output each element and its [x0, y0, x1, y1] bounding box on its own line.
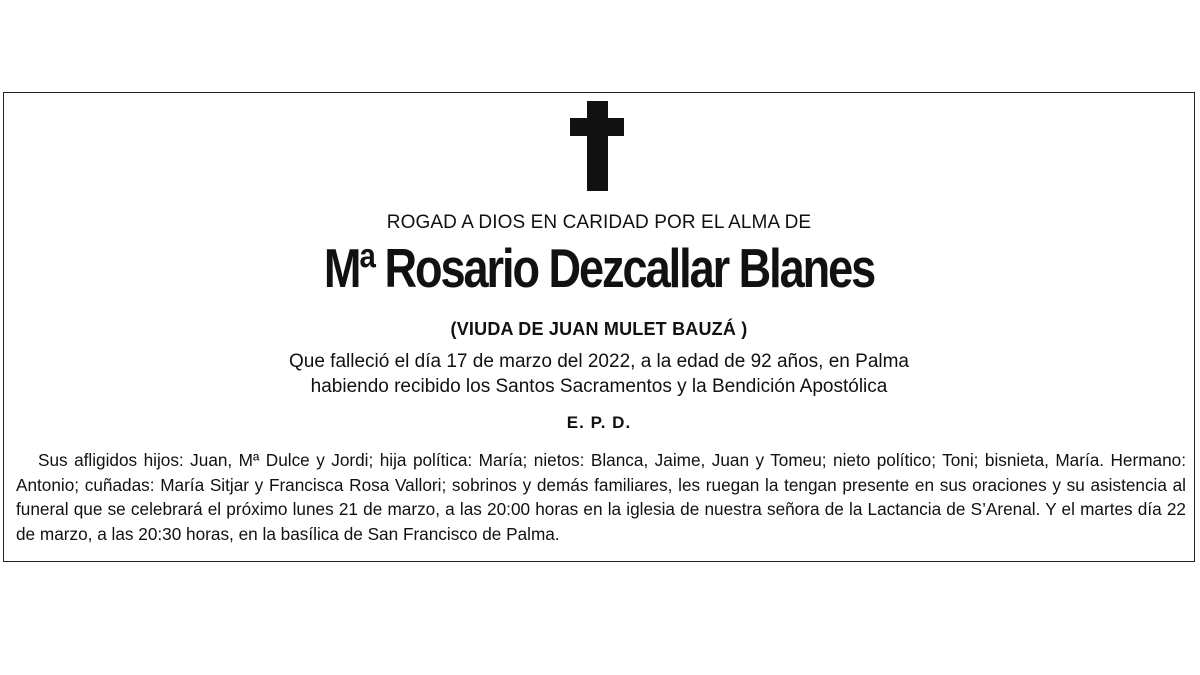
prayer-line: ROGAD A DIOS EN CARIDAD POR EL ALMA DE: [386, 212, 812, 233]
death-line-1: Que falleció el día 17 de marzo del 2022, a la edad de 92 años, en Palma: [288, 351, 910, 372]
cross-horizontal-bar: [570, 118, 624, 136]
name-prefix: Mª: [323, 237, 374, 299]
cross-vertical-bar: [587, 101, 608, 191]
epd-line: E. P. D.: [566, 413, 632, 432]
family-paragraph: Sus afligidos hijos: Juan, Mª Dulce y Jordi; hija política: María; nietos: Blanca, Jaime, Juan y Tomeu; nieto político; Toni; bisnieta, María. Hermano: Antonio; cuñadas: María Sitjar y Francisca Rosa Vallori; sobrinos y demás familiares, les ruegan la tengan presente en sus oraciones y su asistencia al funeral que se celebrará el próximo lunes 21 de marzo, a las 20:00 horas en la iglesia de nuestra señora de la Lactancia de S’Arenal. Y el martes día 22 de marzo, a las 20:30 horas, en la basílica de San Francisco de Palma.: [16, 450, 1186, 544]
name-text: Rosario Dezcallar Blanes: [384, 237, 875, 299]
widow-line: (VIUDA DE JUAN MULET BAUZÁ ): [450, 319, 748, 339]
obituary-notice: [3, 92, 1195, 562]
latin-cross-icon: [570, 101, 624, 191]
deceased-name: [111, 237, 1087, 299]
death-line-2: habiendo recibido los Santos Sacramentos y la Bendición Apostólica: [310, 376, 888, 397]
